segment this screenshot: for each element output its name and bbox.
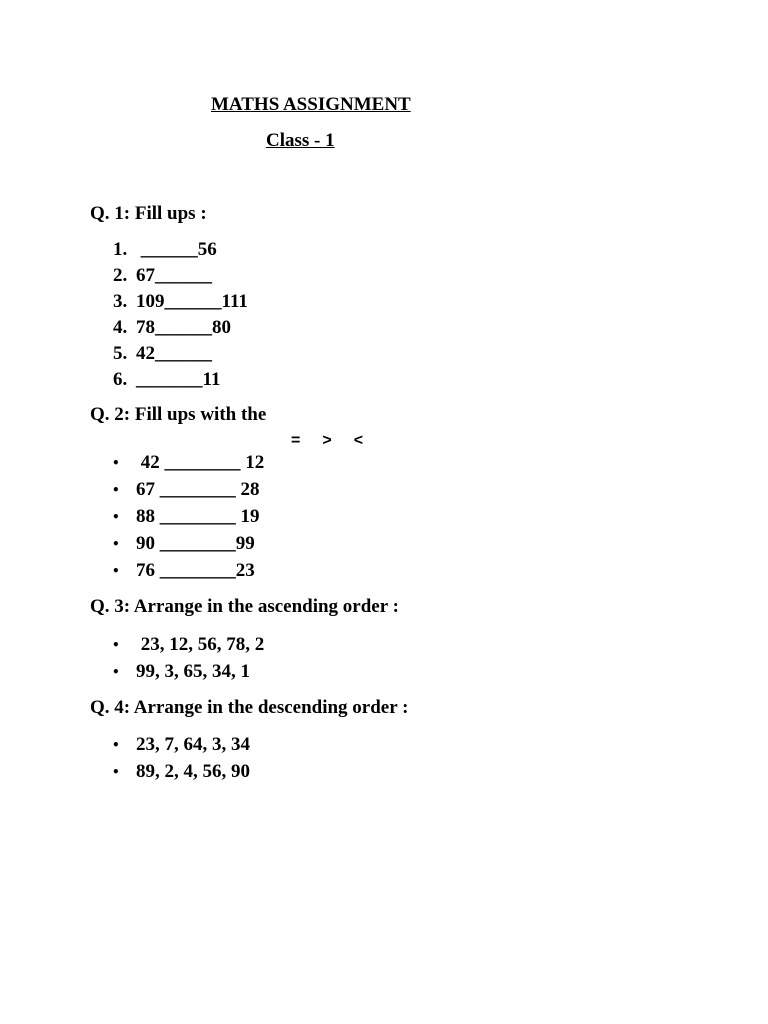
q1-item-2-text: 67______ (136, 265, 212, 286)
q1-heading: Q. 1: Fill ups : (90, 203, 207, 224)
greater-than-symbol: > (322, 432, 332, 449)
q1-item-6-text: _______11 (136, 369, 221, 390)
q2-item-4: 90 ________99 (136, 533, 255, 554)
equals-symbol: = (291, 432, 301, 449)
q1-item-4-marker: 4. (113, 317, 128, 338)
bullet-icon: • (112, 483, 120, 497)
q1-item-3-marker: 3. (113, 291, 128, 312)
bullet-icon: • (112, 510, 120, 524)
q2-item-3: 88 ________ 19 (136, 506, 260, 527)
bullet-icon: • (112, 738, 120, 752)
page-title: MATHS ASSIGNMENT (211, 94, 411, 115)
q2-heading: Q. 2: Fill ups with the (90, 404, 267, 425)
q2-symbols (291, 430, 385, 452)
q4-item-1: 23, 7, 64, 3, 34 (136, 734, 250, 755)
bullet-icon: • (112, 564, 120, 578)
bullet-icon: • (112, 537, 120, 551)
q1-item-6-marker: 6. (113, 369, 128, 390)
bullet-icon: • (112, 638, 120, 652)
q1-item-5-marker: 5. (113, 343, 128, 364)
q4-item-2: 89, 2, 4, 56, 90 (136, 761, 250, 782)
q3-item-2: 99, 3, 65, 34, 1 (136, 661, 250, 682)
q3-heading: Q. 3: Arrange in the ascending order : (90, 596, 399, 617)
q2-item-2: 67 ________ 28 (136, 479, 260, 500)
q3-item-1: 23, 12, 56, 78, 2 (136, 634, 265, 655)
less-than-symbol: < (353, 432, 364, 449)
q1-item-3-text: 109______111 (136, 291, 248, 312)
bullet-icon: • (112, 456, 120, 470)
bullet-icon: • (112, 665, 120, 679)
q1-item-1-text: ______56 (136, 239, 217, 260)
q1-item-2-marker: 2. (113, 265, 128, 286)
q2-item-1: 42 ________ 12 (136, 452, 265, 473)
q4-heading: Q. 4: Arrange in the descending order : (90, 697, 409, 718)
bullet-icon: • (112, 765, 120, 779)
q1-item-1-marker: 1. (113, 239, 128, 260)
q2-item-5: 76 ________23 (136, 560, 255, 581)
page-subtitle: Class - 1 (266, 130, 335, 151)
q1-item-5-text: 42______ (136, 343, 212, 364)
q1-item-4-text: 78______80 (136, 317, 231, 338)
